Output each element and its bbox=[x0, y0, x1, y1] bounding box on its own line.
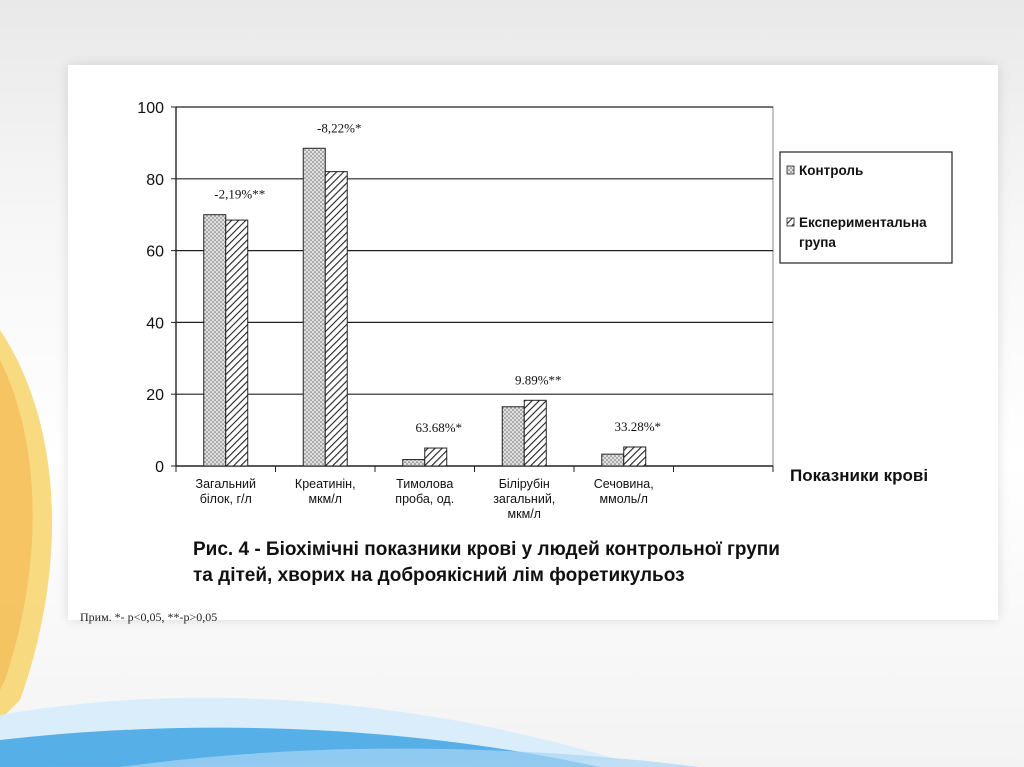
y-tick-label: 20 bbox=[146, 387, 164, 405]
bar-annotation: 63.68%* bbox=[415, 420, 463, 436]
y-tick-label: 40 bbox=[146, 315, 164, 333]
x-tick-label: Загальний bbox=[195, 477, 256, 491]
bar-experimental-4 bbox=[624, 447, 646, 466]
y-tick-label: 80 bbox=[146, 171, 164, 189]
legend-swatch-experimental bbox=[787, 218, 794, 226]
bar-control-0 bbox=[204, 215, 226, 466]
x-tick-label: Тимолова bbox=[396, 477, 454, 491]
bar-experimental-0 bbox=[226, 220, 248, 466]
y-tick-label: 0 bbox=[155, 459, 164, 476]
x-tick-label: мкм/л bbox=[308, 492, 342, 506]
x-tick-label: білок, г/л bbox=[199, 492, 252, 506]
y-tick-label: 100 bbox=[137, 100, 164, 117]
bar-annotation: -8,22%* bbox=[317, 120, 362, 136]
figure-caption bbox=[193, 537, 953, 589]
legend-label: Контроль bbox=[799, 163, 864, 178]
legend-label: група bbox=[799, 235, 836, 250]
bar-experimental-2 bbox=[425, 448, 447, 466]
caption-line-2: та дітей, хворих на доброякісний лім форетикульоз bbox=[193, 565, 685, 586]
y-tick-label: 60 bbox=[146, 243, 164, 261]
x-tick-label: мкм/л bbox=[507, 507, 541, 521]
bar-annotation: 33.28%* bbox=[614, 418, 662, 434]
bar-experimental-3 bbox=[524, 400, 546, 466]
significance-note: Прим. *- р<0,05, **-р>0,05 bbox=[80, 610, 218, 624]
bar-control-2 bbox=[403, 460, 425, 466]
x-tick-label: Сечовина, bbox=[593, 477, 654, 491]
legend-label: Експериментальна bbox=[799, 215, 927, 230]
x-tick-label: проба, од. bbox=[395, 492, 455, 506]
plot-area-frame bbox=[176, 107, 773, 466]
slide-panel bbox=[68, 65, 998, 624]
bar-experimental-1 bbox=[325, 172, 347, 466]
x-axis-title: Показники крові bbox=[790, 466, 929, 485]
x-tick-label: Білірубін bbox=[498, 477, 550, 491]
legend-swatch-control bbox=[787, 166, 794, 174]
bar-control-3 bbox=[502, 407, 524, 466]
x-tick-label: ммоль/л bbox=[599, 492, 648, 506]
caption-line-1: Рис. 4 - Біохімічні показники крові у людей контрольної групи bbox=[193, 539, 780, 560]
bar-control-4 bbox=[602, 454, 624, 466]
bar-annotation: 9.89%** bbox=[514, 372, 562, 388]
x-tick-label: загальний, bbox=[493, 492, 556, 506]
bar-control-1 bbox=[303, 148, 325, 466]
bar-annotation: -2,19%** bbox=[214, 186, 266, 202]
x-tick-label: Креатинін, bbox=[294, 477, 356, 491]
